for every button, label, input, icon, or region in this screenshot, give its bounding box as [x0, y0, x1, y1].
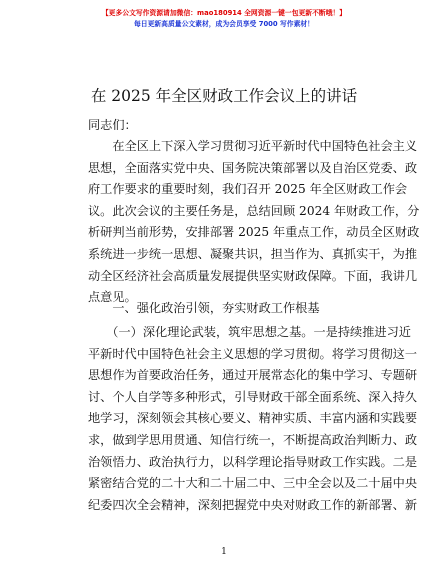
text-line: 治领悟力、政治执行力，以科学理论指导财政工作实践。二是 — [88, 454, 418, 469]
salutation: 同志们： — [88, 118, 137, 132]
text-line: 纪委四次全会精神，深刻把握党中央对财政工作的新部署、新 — [88, 497, 418, 512]
text-line: 在全区上下深入学习贯彻习近平新时代中国特色社会主义 — [88, 139, 418, 153]
text-line: 思想作为首要政治任务，通过开展常态化的集中学习、专题研 — [88, 368, 418, 383]
text-line: 系统进一步统一思想、凝聚共识，担当作为、真抓实干，为推 — [88, 246, 418, 261]
text-line: 求，做到学思用贯通、知信行统一，不断提高政治判断力、政 — [88, 432, 418, 447]
heading-text: 一、强化政治引领，夯实财政工作根基 — [88, 301, 320, 315]
paragraph-intro — [88, 136, 420, 309]
promo-banner — [0, 8, 448, 30]
text-line: 议。此次会议的主要任务是，总结回顾 2024 年财政工作，分 — [88, 203, 420, 218]
text-line: （一）深化理论武装，筑牢思想之基。一是持续推进习近 — [88, 325, 411, 339]
text-line: 点意见。 — [88, 290, 137, 305]
text-line: 讨、个人自学等多种形式，引导财政干部全面系统、深入持久 — [88, 389, 418, 404]
text-line: 思想，全面落实党中央、国务院决策部署以及自治区党委、政 — [88, 160, 418, 175]
section-heading-1 — [88, 298, 406, 320]
text-line: 府工作要求的重要时刻，我们召开 2025 年全区财政工作会 — [88, 182, 408, 197]
text-line: 动全区经济社会高质量发展提供坚实财政保障。下面，我讲几 — [88, 268, 418, 283]
promo-banner-line-1: 【更多公文写作资源请加微信：mao180914 全网资源一键一包更新不断哦！】 — [101, 9, 347, 17]
text-line: 平新时代中国特色社会主义思想的学习贯彻。将学习贯彻这一 — [88, 346, 418, 361]
promo-banner-line-2: 每日更新高质量公文素材，成为会员享受 7000 写作素材！ — [134, 20, 314, 28]
text-line: 紧密结合党的二十大和二十届二中、三中全会以及二十届中央 — [88, 476, 418, 491]
document-title: 在 2025 年全区财政工作会议上的讲话 — [90, 87, 358, 105]
text-line: 析研判当前形势，安排部署 2025 年重点工作，动员全区财政 — [88, 225, 420, 240]
paragraph-section-1-1 — [88, 322, 418, 516]
page-number: 1 — [221, 547, 227, 557]
text-line: 地学习，深刻领会其核心要义、精神实质、丰富内涵和实践要 — [88, 411, 418, 426]
